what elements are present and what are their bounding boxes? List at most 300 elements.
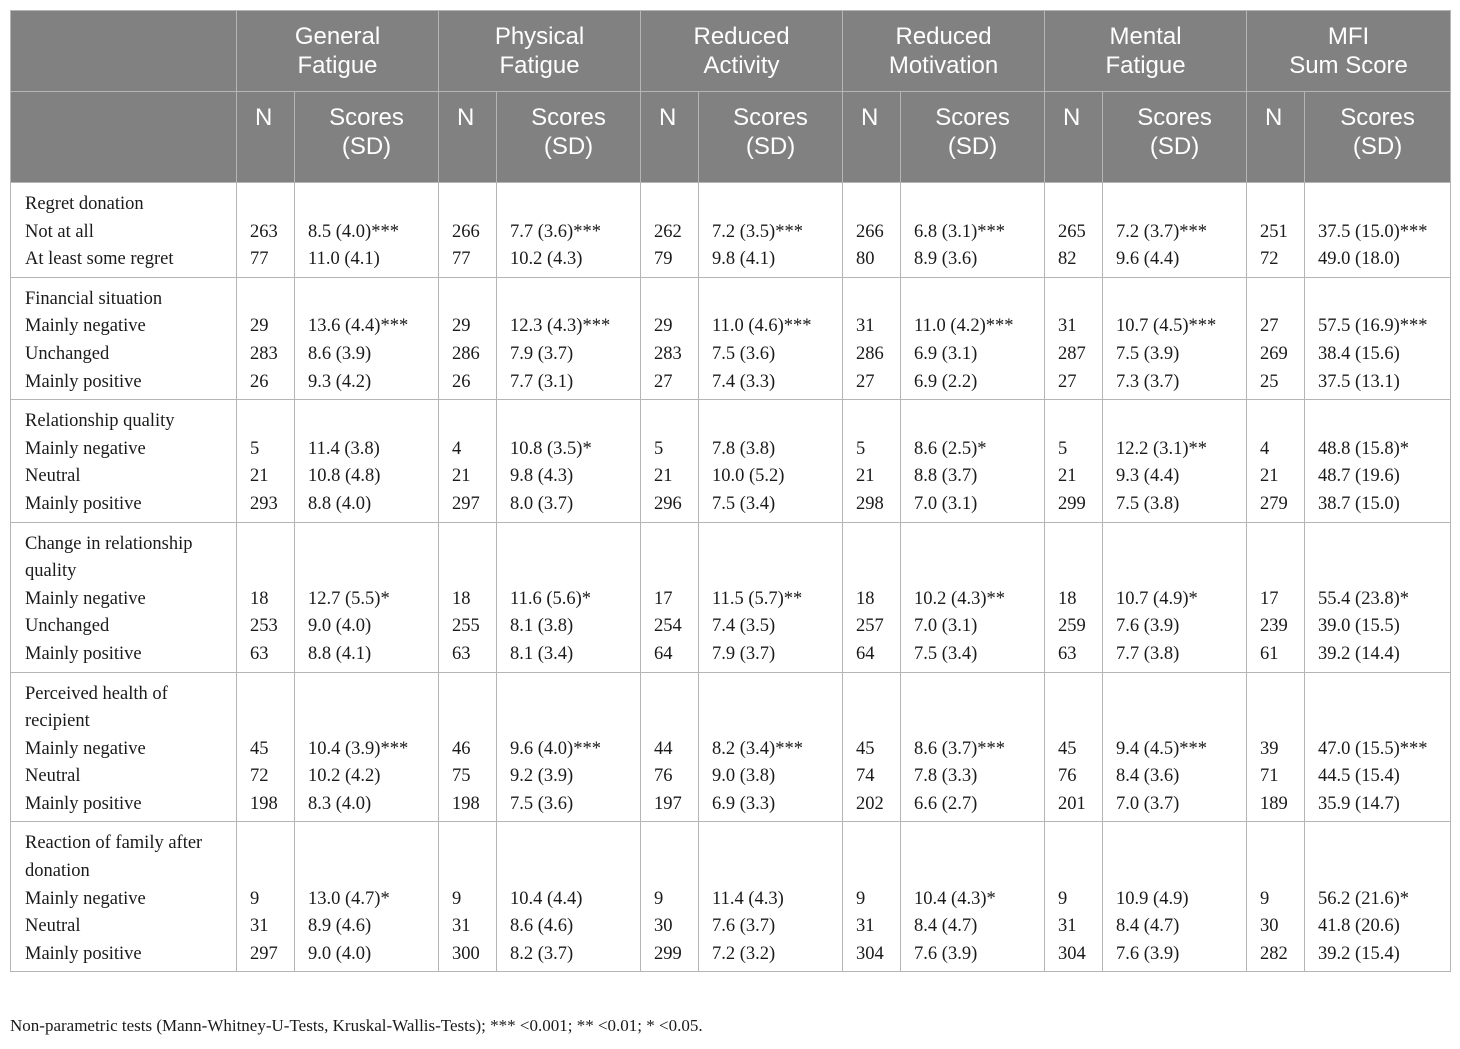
score-value: 10.2 (4.3)** [914, 588, 1005, 609]
score-value: 9.6 (4.0)*** [510, 738, 601, 759]
title-spacer [510, 681, 640, 736]
n-value: 286 [452, 343, 480, 364]
score-value: 6.8 (3.1)*** [914, 221, 1005, 242]
row-label: Neutral [25, 916, 81, 937]
n-value: 21 [654, 466, 673, 487]
n-value: 304 [1058, 943, 1086, 964]
score-value: 8.6 (4.6) [510, 916, 574, 937]
score-cell [1305, 822, 1451, 972]
score-value: 11.0 (4.2)*** [914, 316, 1014, 337]
score-value: 8.6 (2.5)* [914, 438, 987, 459]
n-value: 266 [452, 221, 480, 242]
title-spacer [654, 286, 698, 314]
n-cell [439, 277, 497, 399]
score-value: 8.9 (4.6) [308, 916, 372, 937]
title-spacer [308, 408, 438, 436]
section-title: Reaction of family after donation [25, 833, 203, 882]
n-value: 63 [452, 643, 471, 664]
score-value: 10.4 (3.9)*** [308, 738, 409, 759]
score-value: 12.7 (5.5)* [308, 588, 390, 609]
n-value: 25 [1260, 371, 1279, 392]
table-row [11, 277, 1451, 399]
score-cell [901, 400, 1045, 522]
score-value: 7.4 (3.5) [712, 616, 776, 637]
results-table-container [10, 10, 1451, 972]
title-spacer [1116, 681, 1246, 736]
header-group-cell [439, 11, 641, 92]
table-row [11, 822, 1451, 972]
n-value: 82 [1058, 249, 1077, 270]
n-value: 63 [1058, 643, 1077, 664]
score-value: 39.0 (15.5) [1318, 616, 1400, 637]
row-label: Neutral [25, 466, 81, 487]
n-value: 18 [250, 588, 269, 609]
score-value: 38.4 (15.6) [1318, 343, 1400, 364]
score-value: 7.7 (3.1) [510, 371, 574, 392]
n-value: 283 [250, 343, 278, 364]
score-value: 7.2 (3.7)*** [1116, 221, 1207, 242]
n-cell [439, 522, 497, 672]
title-spacer [654, 191, 698, 219]
n-value: 286 [856, 343, 884, 364]
n-value: 26 [250, 371, 269, 392]
score-value: 49.0 (18.0) [1318, 249, 1400, 270]
header-group-label: General Fatigue [294, 23, 381, 79]
header-scores-cell [1103, 92, 1247, 183]
title-spacer [1260, 531, 1304, 586]
n-value: 198 [250, 793, 278, 814]
n-cell [1045, 277, 1103, 399]
section-title: Relationship quality [25, 411, 175, 432]
score-value: 9.0 (4.0) [308, 943, 372, 964]
header-n-cell [1247, 92, 1305, 183]
score-value: 8.2 (3.7) [510, 943, 574, 964]
score-value: 10.0 (5.2) [712, 466, 785, 487]
score-value: 11.6 (5.6)* [510, 588, 592, 609]
n-cell [237, 522, 295, 672]
n-cell [641, 522, 699, 672]
score-cell [1305, 277, 1451, 399]
score-cell [497, 522, 641, 672]
n-value: 9 [1260, 888, 1270, 909]
score-value: 8.9 (3.6) [914, 249, 978, 270]
n-value: 21 [1058, 466, 1077, 487]
score-value: 8.4 (3.6) [1116, 766, 1180, 787]
score-value: 41.8 (20.6) [1318, 916, 1400, 937]
header-group-cell [1045, 11, 1247, 92]
row-label: Not at all [25, 221, 94, 242]
n-value: 27 [856, 371, 875, 392]
row-label: Mainly positive [25, 943, 142, 964]
n-cell [237, 277, 295, 399]
header-n-label: N [255, 104, 273, 131]
n-value: 4 [1260, 438, 1270, 459]
header-scores-cell [699, 92, 843, 183]
n-value: 265 [1058, 221, 1086, 242]
header-group-label: Mental Fatigue [1105, 23, 1186, 79]
n-value: 64 [856, 643, 875, 664]
score-value: 7.6 (3.9) [914, 943, 978, 964]
n-value: 63 [250, 643, 269, 664]
row-label: Mainly negative [25, 888, 146, 909]
n-value: 27 [654, 371, 673, 392]
score-value: 39.2 (14.4) [1318, 643, 1400, 664]
n-value: 296 [654, 493, 682, 514]
row-label: Unchanged [25, 616, 110, 637]
n-cell [237, 400, 295, 522]
header-corner-cell [11, 92, 237, 183]
n-value: 287 [1058, 343, 1086, 364]
score-value: 10.7 (4.9)* [1116, 588, 1198, 609]
n-cell [1247, 672, 1305, 822]
header-scores-label: Scores (SD) [733, 104, 808, 160]
title-spacer [712, 191, 842, 219]
table-header [11, 11, 1451, 183]
title-spacer [452, 830, 496, 885]
score-value: 7.5 (3.4) [914, 643, 978, 664]
title-spacer [1260, 191, 1304, 219]
score-value: 9.8 (4.3) [510, 466, 574, 487]
score-cell [497, 277, 641, 399]
n-value: 9 [654, 888, 664, 909]
n-cell [1045, 822, 1103, 972]
title-spacer [914, 531, 1044, 586]
title-spacer [914, 191, 1044, 219]
n-value: 283 [654, 343, 682, 364]
score-cell [1103, 277, 1247, 399]
n-value: 253 [250, 616, 278, 637]
header-n-cell [237, 92, 295, 183]
n-value: 46 [452, 738, 471, 759]
score-value: 6.6 (2.7) [914, 793, 978, 814]
n-value: 5 [856, 438, 866, 459]
n-value: 269 [1260, 343, 1288, 364]
title-spacer [1116, 191, 1246, 219]
n-value: 18 [452, 588, 471, 609]
n-value: 17 [1260, 588, 1279, 609]
score-value: 8.4 (4.7) [1116, 916, 1180, 937]
row-label: Mainly negative [25, 316, 146, 337]
title-spacer [914, 681, 1044, 736]
score-value: 8.1 (3.4) [510, 643, 574, 664]
score-cell [1103, 183, 1247, 278]
section-title: Financial situation [25, 288, 163, 309]
table-footnote: Non-parametric tests (Mann-Whitney-U-Tests, Kruskal-Wallis-Tests); *** <0.001; ** <0.01; * <0.05. [10, 1016, 703, 1035]
n-value: 18 [856, 588, 875, 609]
title-spacer [510, 286, 640, 314]
n-value: 45 [250, 738, 269, 759]
title-spacer [250, 531, 294, 586]
row-label: Neutral [25, 766, 81, 787]
header-subheader-row [11, 92, 1451, 183]
n-value: 27 [1058, 371, 1077, 392]
n-value: 29 [452, 316, 471, 337]
header-scores-cell [497, 92, 641, 183]
score-cell [699, 277, 843, 399]
n-cell [237, 183, 295, 278]
title-spacer [308, 681, 438, 736]
header-n-label: N [1265, 104, 1283, 131]
n-value: 31 [250, 916, 269, 937]
title-spacer [452, 408, 496, 436]
score-cell [1305, 183, 1451, 278]
score-value: 7.2 (3.2) [712, 943, 776, 964]
n-cell [843, 822, 901, 972]
title-spacer [1260, 681, 1304, 736]
n-value: 45 [856, 738, 875, 759]
header-n-cell [439, 92, 497, 183]
score-cell [699, 672, 843, 822]
title-spacer [1058, 286, 1102, 314]
header-group-cell [843, 11, 1045, 92]
n-cell [1045, 400, 1103, 522]
score-value: 7.3 (3.7) [1116, 371, 1180, 392]
score-value: 7.9 (3.7) [712, 643, 776, 664]
title-spacer [654, 681, 698, 736]
score-value: 12.3 (4.3)*** [510, 316, 611, 337]
row-label: Mainly negative [25, 438, 146, 459]
section-title: Regret donation [25, 194, 144, 214]
title-spacer [1116, 830, 1246, 885]
title-spacer [1318, 531, 1450, 586]
title-spacer [308, 286, 438, 314]
title-spacer [654, 408, 698, 436]
score-value: 8.8 (4.1) [308, 643, 372, 664]
n-cell [439, 183, 497, 278]
score-value: 7.4 (3.3) [712, 371, 776, 392]
header-group-label: MFI Sum Score [1289, 23, 1408, 79]
title-spacer [308, 191, 438, 219]
n-value: 79 [654, 249, 673, 270]
score-value: 8.4 (4.7) [914, 916, 978, 937]
header-scores-cell [1305, 92, 1451, 183]
score-value: 38.7 (15.0) [1318, 493, 1400, 514]
title-spacer [1058, 681, 1102, 736]
n-value: 64 [654, 643, 673, 664]
score-cell [1103, 822, 1247, 972]
title-spacer [1116, 408, 1246, 436]
title-spacer [308, 531, 438, 586]
n-value: 72 [250, 766, 269, 787]
section-title: Perceived health of recipient [25, 683, 168, 732]
n-cell [1247, 183, 1305, 278]
score-cell [901, 522, 1045, 672]
title-spacer [1318, 286, 1450, 314]
header-scores-label: Scores (SD) [531, 104, 606, 160]
score-value: 55.4 (23.8)* [1318, 588, 1409, 609]
table-body [11, 183, 1451, 972]
n-value: 21 [452, 466, 471, 487]
title-spacer [1116, 531, 1246, 586]
title-spacer [914, 830, 1044, 885]
title-spacer [308, 830, 438, 885]
row-label: At least some regret [25, 249, 174, 270]
title-spacer [856, 286, 900, 314]
table-row [11, 672, 1451, 822]
score-value: 47.0 (15.5)*** [1318, 738, 1428, 759]
n-cell [439, 672, 497, 822]
n-value: 5 [654, 438, 664, 459]
n-value: 259 [1058, 616, 1086, 637]
n-cell [641, 183, 699, 278]
title-spacer [452, 531, 496, 586]
title-spacer [856, 408, 900, 436]
title-spacer [712, 830, 842, 885]
score-cell [295, 400, 439, 522]
title-spacer [712, 286, 842, 314]
title-spacer [1058, 531, 1102, 586]
n-value: 189 [1260, 793, 1288, 814]
title-spacer [250, 830, 294, 885]
score-value: 7.6 (3.9) [1116, 616, 1180, 637]
n-value: 293 [250, 493, 278, 514]
score-value: 8.0 (3.7) [510, 493, 574, 514]
header-n-label: N [1063, 104, 1081, 131]
n-cell [843, 522, 901, 672]
n-value: 9 [856, 888, 866, 909]
score-value: 7.2 (3.5)*** [712, 221, 803, 242]
score-cell [295, 822, 439, 972]
header-n-cell [641, 92, 699, 183]
score-value: 11.4 (4.3) [712, 888, 784, 909]
n-value: 262 [654, 221, 682, 242]
title-spacer [510, 830, 640, 885]
n-cell [843, 277, 901, 399]
score-cell [901, 822, 1045, 972]
n-value: 27 [1260, 316, 1279, 337]
score-cell [1103, 400, 1247, 522]
title-spacer [914, 408, 1044, 436]
row-label: Unchanged [25, 343, 110, 364]
row-label: Mainly positive [25, 643, 142, 664]
score-value: 9.6 (4.4) [1116, 249, 1180, 270]
n-value: 9 [1058, 888, 1068, 909]
n-value: 239 [1260, 616, 1288, 637]
score-cell [699, 400, 843, 522]
title-spacer [856, 191, 900, 219]
title-spacer [510, 191, 640, 219]
n-cell [843, 400, 901, 522]
score-cell [699, 822, 843, 972]
n-value: 21 [1260, 466, 1279, 487]
score-value: 57.5 (16.9)*** [1318, 316, 1428, 337]
n-value: 39 [1260, 738, 1279, 759]
n-value: 257 [856, 616, 884, 637]
score-value: 9.3 (4.4) [1116, 466, 1180, 487]
n-value: 76 [1058, 766, 1077, 787]
score-cell [901, 183, 1045, 278]
header-group-cell [1247, 11, 1451, 92]
n-value: 298 [856, 493, 884, 514]
n-value: 254 [654, 616, 682, 637]
score-value: 39.2 (15.4) [1318, 943, 1400, 964]
title-spacer [856, 830, 900, 885]
title-spacer [654, 531, 698, 586]
n-value: 31 [1058, 316, 1077, 337]
score-value: 8.5 (4.0)*** [308, 221, 399, 242]
score-value: 9.3 (4.2) [308, 371, 372, 392]
score-value: 48.7 (19.6) [1318, 466, 1400, 487]
score-value: 7.9 (3.7) [510, 343, 574, 364]
n-value: 77 [250, 249, 269, 270]
score-value: 7.7 (3.6)*** [510, 221, 601, 242]
score-value: 11.0 (4.6)*** [712, 316, 812, 337]
score-value: 9.4 (4.5)*** [1116, 738, 1207, 759]
score-value: 10.4 (4.4) [510, 888, 583, 909]
n-value: 9 [452, 888, 462, 909]
n-value: 297 [452, 493, 480, 514]
score-cell [295, 183, 439, 278]
n-value: 26 [452, 371, 471, 392]
score-value: 7.6 (3.7) [712, 916, 776, 937]
n-value: 300 [452, 943, 480, 964]
score-value: 12.2 (3.1)** [1116, 438, 1207, 459]
header-n-label: N [659, 104, 677, 131]
score-value: 13.6 (4.4)*** [308, 316, 409, 337]
score-value: 8.1 (3.8) [510, 616, 574, 637]
n-value: 21 [250, 466, 269, 487]
score-cell [1103, 522, 1247, 672]
score-cell [295, 522, 439, 672]
n-value: 17 [654, 588, 673, 609]
score-value: 9.8 (4.1) [712, 249, 776, 270]
score-value: 7.0 (3.1) [914, 493, 978, 514]
score-value: 7.5 (3.6) [712, 343, 776, 364]
score-cell [497, 672, 641, 822]
header-n-cell [843, 92, 901, 183]
n-value: 5 [250, 438, 260, 459]
title-spacer [914, 286, 1044, 314]
header-scores-label: Scores (SD) [935, 104, 1010, 160]
row-label-cell [11, 183, 237, 278]
score-value: 8.2 (3.4)*** [712, 738, 803, 759]
header-corner-cell [11, 11, 237, 92]
header-group-cell [237, 11, 439, 92]
n-value: 266 [856, 221, 884, 242]
header-scores-label: Scores (SD) [1340, 104, 1415, 160]
row-label: Mainly negative [25, 738, 146, 759]
score-value: 8.8 (3.7) [914, 466, 978, 487]
row-label: Mainly positive [25, 371, 142, 392]
header-group-cell [641, 11, 843, 92]
title-spacer [856, 531, 900, 586]
n-value: 4 [452, 438, 462, 459]
score-cell [1103, 672, 1247, 822]
n-value: 304 [856, 943, 884, 964]
title-spacer [1260, 830, 1304, 885]
score-value: 7.8 (3.3) [914, 766, 978, 787]
n-value: 282 [1260, 943, 1288, 964]
n-value: 29 [654, 316, 673, 337]
score-value: 10.2 (4.3) [510, 249, 583, 270]
table-row [11, 183, 1451, 278]
n-value: 30 [1260, 916, 1279, 937]
score-value: 13.0 (4.7)* [308, 888, 390, 909]
n-value: 45 [1058, 738, 1077, 759]
title-spacer [1058, 830, 1102, 885]
score-value: 8.3 (4.0) [308, 793, 372, 814]
n-value: 299 [1058, 493, 1086, 514]
n-cell [641, 672, 699, 822]
title-spacer [1058, 408, 1102, 436]
title-spacer [712, 681, 842, 736]
title-spacer [452, 681, 496, 736]
score-cell [295, 277, 439, 399]
n-value: 255 [452, 616, 480, 637]
score-value: 11.0 (4.1) [308, 249, 380, 270]
score-value: 7.0 (3.7) [1116, 793, 1180, 814]
n-value: 201 [1058, 793, 1086, 814]
